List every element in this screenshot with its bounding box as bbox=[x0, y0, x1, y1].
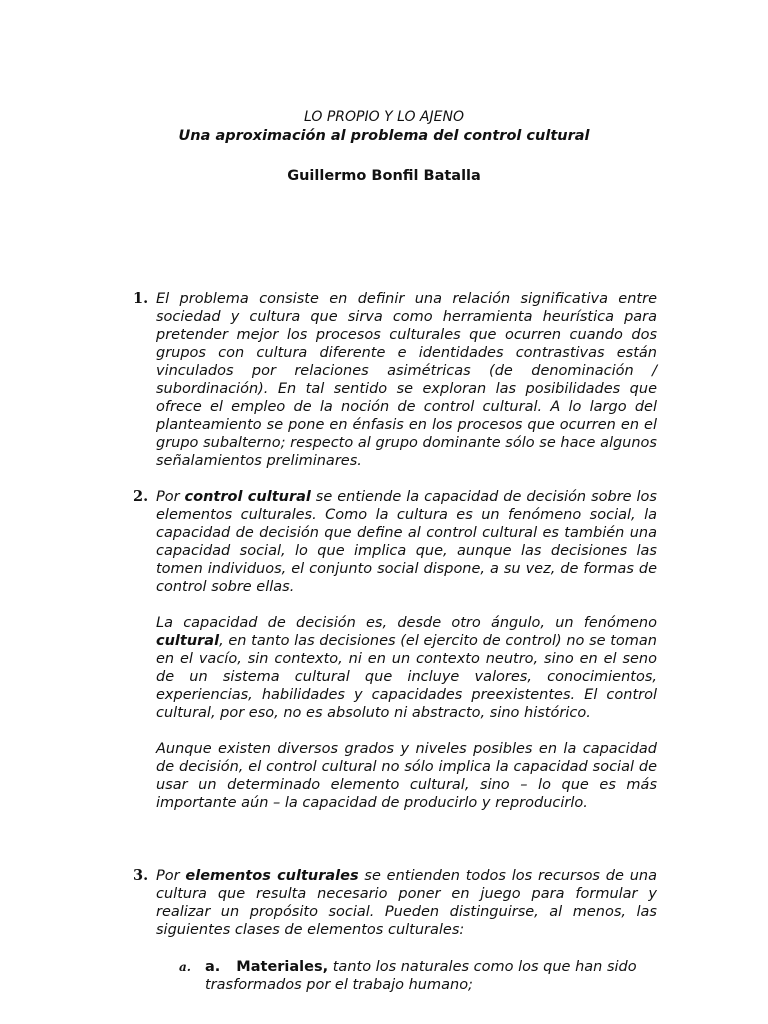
text-run: tanto los naturales como los que han sido trasformados por el trabajo humano; bbox=[205, 959, 637, 993]
document-subtitle: Una aproximación al problema del control cultural bbox=[178, 128, 590, 144]
item-text: El problema consiste en definir una relación significativa entre sociedad y cultura que sirva como herramienta heurística para pretender mejor los procesos culturales que ocurren cuando dos grupos con cultura diferente e identidades contrastivas están vinculados por relaciones asimétricas (de denominación / subordinación). En tal sentido se exploran las posibilidades que ofrece el empleo de la noción de control cultural. A lo largo del planteamiento se pone en énfasis en los procesos que ocurren en el grupo subalterno; respecto al grupo dominante sólo se hace algunos señalamientos preliminares. bbox=[156, 291, 657, 469]
sub-item-letter: a. bbox=[205, 959, 221, 975]
bold-term: cultural bbox=[156, 633, 220, 649]
sub-item-a bbox=[179, 958, 657, 994]
bold-term: control cultural bbox=[184, 489, 311, 505]
title-block bbox=[0, 108, 768, 186]
list-item-1 bbox=[133, 290, 657, 470]
item-number: 1. bbox=[133, 290, 149, 307]
text-run: La capacidad de decisión es, desde otro ángulo, un fenómeno bbox=[156, 615, 657, 631]
item-number: 2. bbox=[133, 488, 149, 505]
item-number: 3. bbox=[133, 867, 149, 884]
author-name: Guillermo Bonfil Batalla bbox=[287, 168, 481, 184]
item-text bbox=[156, 867, 657, 939]
text-run: se entiende la capacidad de decisión sobre los elementos culturales. Como la cultura es un fenómeno social, la capacidad de decisión que define al control cultural es también una capacidad social, lo que implica que, aunque las decisiones las tomen individuos, el conjunto social dispone, a su vez, de formas de control sobre ellas. bbox=[156, 489, 657, 595]
sub-item-text bbox=[205, 958, 657, 994]
text-run: Por bbox=[156, 489, 185, 505]
list-item-3 bbox=[133, 867, 657, 939]
bold-term: elementos culturales bbox=[185, 868, 359, 884]
list-item-2 bbox=[133, 488, 657, 812]
sub-item-marker: a. bbox=[179, 960, 191, 974]
text-run: Por bbox=[156, 868, 186, 884]
paragraph bbox=[156, 488, 657, 596]
paragraph bbox=[156, 614, 657, 722]
text-run: , en tanto las decisiones (el ejercito de control) no se toman en el vacío, sin contexto, ni en un contexto neutro, sino en el seno de un sistema cultural que incluye valores, conocimientos, experiencias, habilidades y capacidades preexistentes. El control cultural, por eso, no es absoluto ni abstracto, sino histórico. bbox=[156, 633, 657, 721]
bold-term: Materiales, bbox=[236, 959, 329, 975]
document-title: LO PROPIO Y LO AJENO bbox=[304, 109, 464, 125]
text-run: se entienden todos los recursos de una cultura que resulta necesario poner en juego para formular y realizar un propósito social. Pueden distinguirse, al menos, las siguientes clases de elementos culturales: bbox=[156, 868, 657, 938]
paragraph: Aunque existen diversos grados y niveles posibles en la capacidad de decisión, el control cultural no sólo implica la capacidad social de usar un determinado elemento cultural, sino – lo que es más importante aún – la capacidad de producirlo y reproducirlo. bbox=[156, 741, 657, 811]
